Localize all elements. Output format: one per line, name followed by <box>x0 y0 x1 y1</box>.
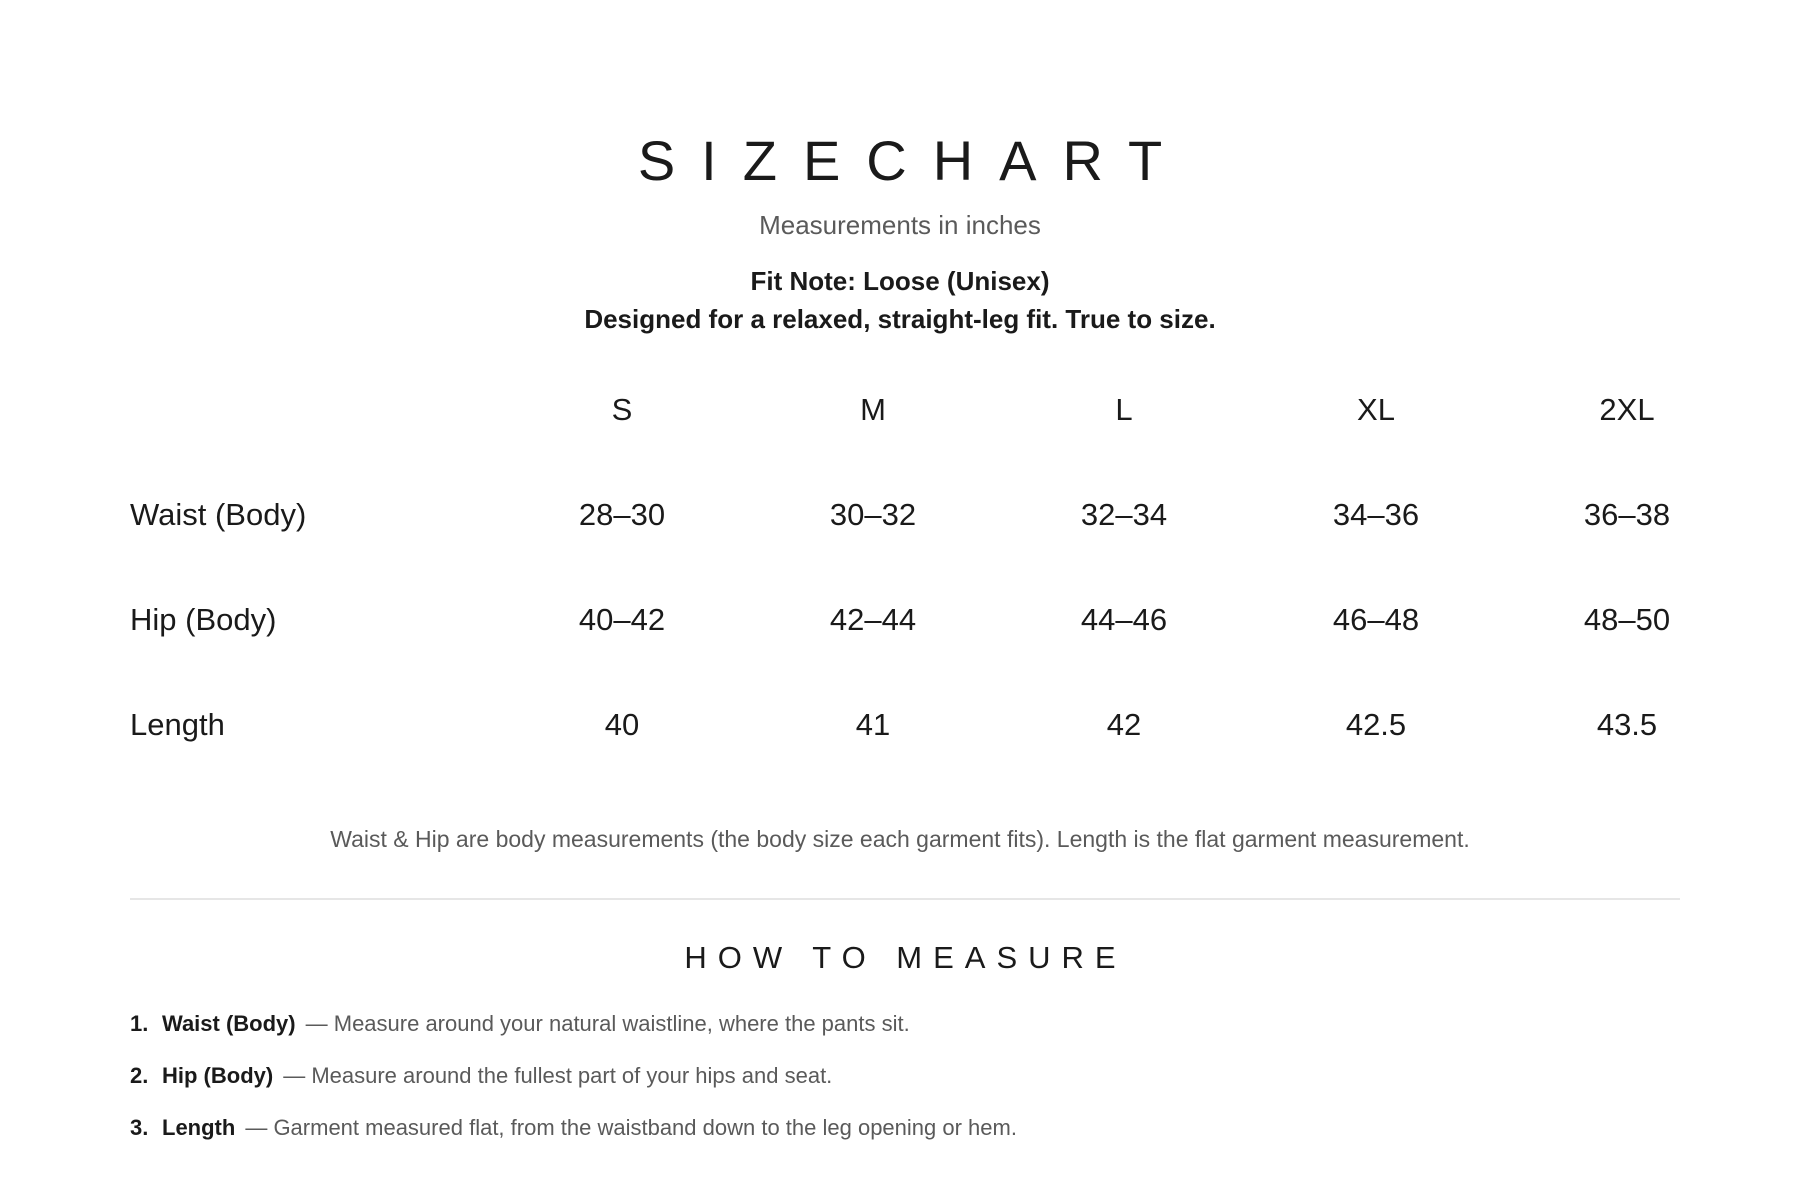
size-header-2xl: 2XL <box>1599 392 1655 427</box>
table-cell: 44–46 <box>1080 602 1168 637</box>
table-cell: 34–36 <box>1332 497 1420 532</box>
page-title: SIZECHART <box>637 129 1189 192</box>
size-header-m: M <box>860 392 886 427</box>
list-item-description: — Measure around the fullest part of your hips and seat. <box>283 1063 833 1088</box>
units-subtitle: Measurements in inches <box>759 210 1041 240</box>
list-item-label: Hip (Body) <box>162 1063 274 1088</box>
table-cell: 40 <box>604 707 640 742</box>
how-to-measure-list <box>130 1006 1670 1162</box>
size-table <box>130 380 1670 800</box>
size-header-xl: XL <box>1357 392 1395 427</box>
table-row-length <box>130 695 1670 800</box>
fit-note-description: Designed for a relaxed, straight-leg fit. True to size. <box>584 304 1216 334</box>
list-item-label: Length <box>162 1115 236 1140</box>
table-cell: 48–50 <box>1583 602 1671 637</box>
table-cell: 42 <box>1106 707 1142 742</box>
table-cell: 30–32 <box>829 497 917 532</box>
how-to-measure-heading: HOW TO MEASURE <box>684 940 1127 975</box>
list-item-label: Waist (Body) <box>162 1011 296 1036</box>
size-header-s: S <box>611 392 633 427</box>
list-item-number: 3. <box>130 1115 149 1140</box>
row-label-hip: Hip (Body) <box>130 602 277 637</box>
list-item-description: — Measure around your natural waistline, where the pants sit. <box>305 1011 910 1036</box>
size-header-l: L <box>1115 392 1133 427</box>
list-item <box>130 1110 1670 1162</box>
table-cell: 41 <box>855 707 891 742</box>
table-cell: 36–38 <box>1583 497 1671 532</box>
fit-note-heading: Fit Note: Loose (Unisex) <box>750 266 1050 296</box>
list-item-description: — Garment measured flat, from the waistband down to the leg opening or hem. <box>245 1115 1017 1140</box>
list-item <box>130 1006 1670 1058</box>
list-item-number: 2. <box>130 1063 149 1088</box>
section-divider <box>130 898 1680 900</box>
size-header-row <box>130 380 1670 485</box>
row-label-waist: Waist (Body) <box>130 497 307 532</box>
table-row-waist <box>130 485 1670 590</box>
table-cell: 42.5 <box>1345 707 1407 742</box>
list-item-number: 1. <box>130 1011 149 1036</box>
row-label-length: Length <box>130 707 225 742</box>
fit-note <box>130 262 1670 338</box>
table-row-hip <box>130 590 1670 695</box>
table-cell: 46–48 <box>1332 602 1420 637</box>
table-cell: 40–42 <box>578 602 666 637</box>
table-cell: 28–30 <box>578 497 666 532</box>
table-cell: 43.5 <box>1596 707 1658 742</box>
table-footnote: Waist & Hip are body measurements (the body size each garment fits). Length is the flat garment measurement. <box>330 826 1470 852</box>
table-cell: 32–34 <box>1080 497 1168 532</box>
list-item <box>130 1058 1670 1110</box>
table-cell: 42–44 <box>829 602 917 637</box>
